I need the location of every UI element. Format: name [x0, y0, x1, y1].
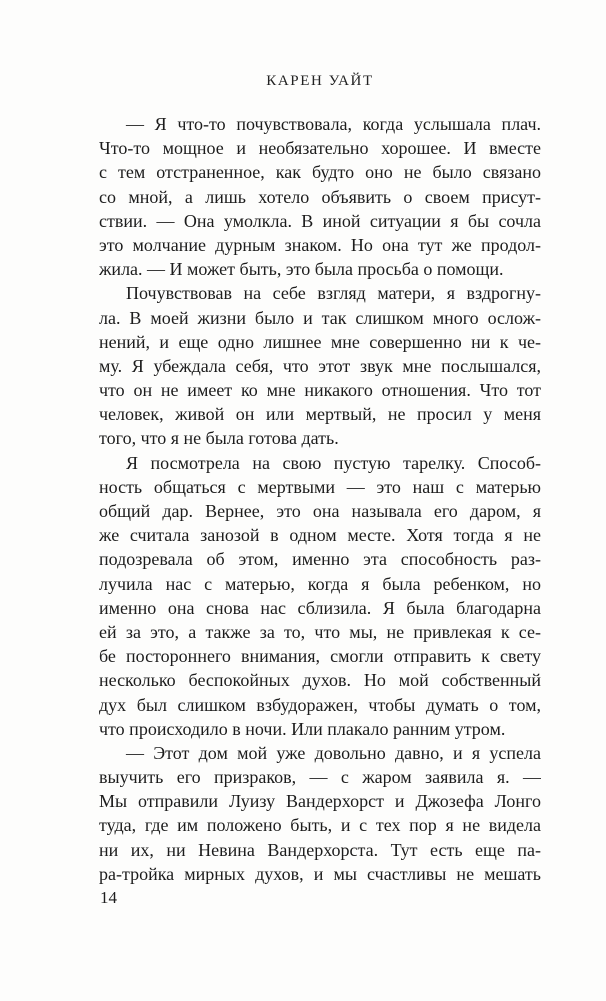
- text-line: человек, живой он или мертвый, не просил у меня: [99, 404, 541, 425]
- paragraph: [99, 281, 541, 450]
- text-line: Мы отправили Луизу Вандерхорст и Джозефа Лонго: [99, 791, 541, 812]
- text-line: с тем отстраненное, как будто оно не было связано: [99, 162, 541, 183]
- text-line: же считала занозой в одном месте. Хотя тогда я не: [99, 525, 541, 546]
- text-line: ность общаться с мертвыми — это наш с матерью: [99, 476, 541, 497]
- text-line: лучила нас с матерью, когда я была ребенком, но: [99, 573, 541, 594]
- text-line: того, что я не была готова дать.: [99, 428, 339, 449]
- text-line: дух был слишком взбудоражен, чтобы думать о том,: [99, 694, 541, 715]
- text-line: именно она снова нас сблизила. Я была благодарна: [99, 597, 541, 618]
- text-line: что он не имеет ко мне никакого отношения. Что тот: [99, 380, 541, 401]
- text-line: жила. — И может быть, это была просьба о помощи.: [99, 259, 504, 280]
- text-line: му. Я убеждала себя, что этот звук мне послышался,: [99, 355, 541, 376]
- text-line: — Я что-то почувствовала, когда услышала плач.: [126, 114, 541, 134]
- text-line: туда, где им положено быть, и с тех пор я не видела: [99, 815, 541, 836]
- text-line: нений, и еще одно лишнее мне совершенно ни к че-: [99, 331, 541, 352]
- paragraph: [99, 451, 541, 741]
- text-line: ла. В моей жизни было и так слишком много ослож-: [99, 307, 541, 328]
- paragraph: [99, 741, 541, 886]
- text-line: несколько беспокойных духов. Но мой собственный: [99, 670, 541, 691]
- running-header: КАРЕН УАЙТ: [266, 73, 374, 89]
- text-line: ни их, ни Невина Вандерхорста. Тут есть еще па-: [99, 839, 541, 860]
- paragraph: [99, 112, 541, 281]
- text-line: выучить его призраков, — с жаром заявила я. —: [99, 767, 541, 788]
- text-line: это молчание дурным знаком. Но она тут же продол-: [99, 234, 541, 255]
- text-line: подозревала об этом, именно эта способность раз-: [99, 549, 541, 570]
- text-line: что происходило в ночи. Или плакало ранним утром.: [99, 718, 506, 739]
- text-line: ствии. — Она умолкла. В иной ситуации я бы сочла: [99, 210, 541, 231]
- text-line: ра-тройка мирных духов, и мы счастливы не мешать: [99, 863, 541, 884]
- page-number: 14: [100, 888, 117, 907]
- text-line: общий дар. Вернее, это она называла его даром, я: [99, 501, 541, 521]
- text-line: Почувствовав на себе взгляд матери, я вздрогну-: [126, 283, 541, 304]
- text-line: со мной, а лишь хотело объявить о своем присут-: [99, 186, 541, 207]
- text-line: Что-то мощное и необязательно хорошее. И вместе: [99, 138, 541, 159]
- text-line: Я посмотрела на свою пустую тарелку. Способ-: [126, 452, 541, 473]
- text-block: [99, 112, 541, 886]
- text-line: ей за это, а также за то, что мы, не привлекая к се-: [99, 621, 541, 642]
- text-line: бе постороннего внимания, смогли отправить к свету: [99, 646, 541, 667]
- text-line: — Этот дом мой уже довольно давно, и я успела: [126, 742, 541, 763]
